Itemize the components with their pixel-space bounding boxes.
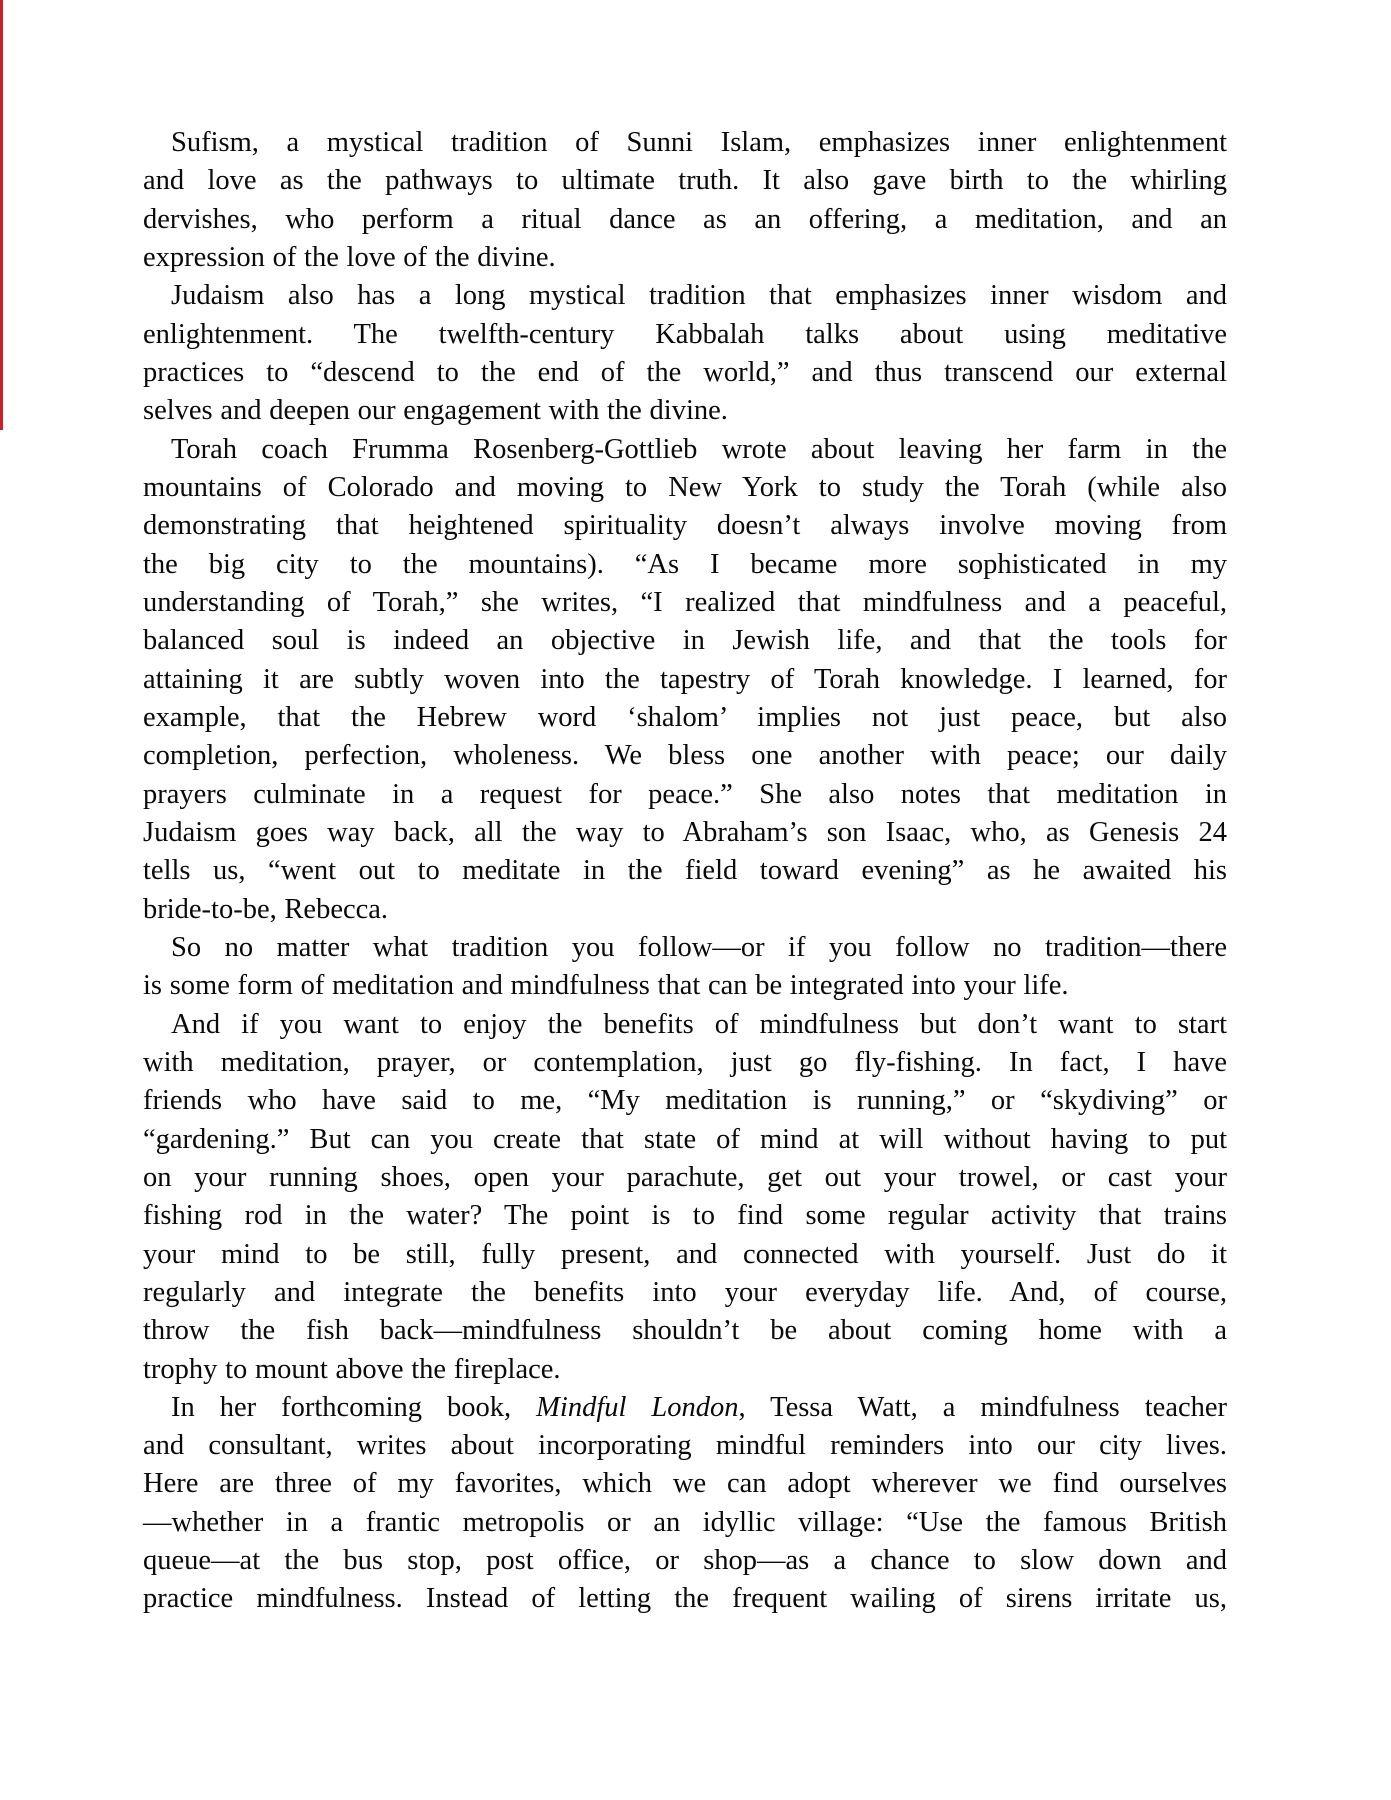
text-line: practice mindfulness. Instead of letting the frequent wailing of sirens irritate us, <box>143 1583 1227 1615</box>
text-line: —whether in a frantic metropolis or an idyllic village: “Use the famous British <box>143 1506 1227 1538</box>
paragraph <box>143 431 1227 929</box>
text-line: trophy to mount above the fireplace. <box>143 1353 561 1385</box>
text-line: queue—at the bus stop, post office, or shop—as a chance to slow down and <box>143 1545 1227 1577</box>
text-line: and love as the pathways to ultimate truth. It also gave birth to the whirling <box>143 165 1227 197</box>
paragraph <box>143 124 1227 277</box>
text-line: Torah coach Frumma Rosenberg-Gottlieb wrote about leaving her farm in the <box>171 433 1227 465</box>
paragraph <box>143 277 1227 430</box>
text-line: throw the fish back—mindfulness shouldn’t be about coming home with a <box>143 1315 1227 1347</box>
text-line: example, that the Hebrew word ‘shalom’ implies not just peace, but also <box>143 701 1227 733</box>
text-line: the big city to the mountains). “As I became more sophisticated in my <box>143 548 1227 580</box>
text-segment: In her forthcoming book, <box>171 1391 537 1423</box>
text-line: balanced soul is indeed an objective in Jewish life, and that the tools for <box>143 625 1227 657</box>
text-line: dervishes, who perform a ritual dance as an offering, a meditation, and an <box>143 203 1227 235</box>
text-line: understanding of Torah,” she writes, “I realized that mindfulness and a peaceful, <box>143 586 1227 618</box>
text-line: prayers culminate in a request for peace.” She also notes that meditation in <box>143 778 1227 810</box>
text-line: “gardening.” But can you create that state of mind at will without having to put <box>143 1123 1227 1155</box>
page-text-block <box>143 124 1227 1619</box>
text-line: practices to “descend to the end of the world,” and thus transcend our external <box>143 356 1227 388</box>
left-edge-red-bar <box>0 0 3 430</box>
text-line: And if you want to enjoy the benefits of mindfulness but don’t want to start <box>171 1008 1227 1040</box>
text-line: attaining it are subtly woven into the tapestry of Torah knowledge. I learned, for <box>143 663 1227 695</box>
text-line <box>143 1389 1227 1427</box>
text-line: bride-to-be, Rebecca. <box>143 893 389 925</box>
italic-book-title: Mindful London <box>536 1391 739 1423</box>
text-line: regularly and integrate the benefits into your everyday life. And, of course, <box>143 1276 1227 1308</box>
text-line: selves and deepen our engagement with the divine. <box>143 395 728 427</box>
paragraph <box>143 1389 1227 1619</box>
paragraph <box>143 929 1227 1006</box>
text-line: So no matter what tradition you follow—or if you follow no tradition—there <box>171 931 1227 963</box>
text-line: demonstrating that heightened spirituality doesn’t always involve moving from <box>143 510 1227 542</box>
text-line: completion, perfection, wholeness. We bless one another with peace; our daily <box>143 740 1227 772</box>
text-line: with meditation, prayer, or contemplation, just go fly-fishing. In fact, I have <box>143 1046 1227 1078</box>
text-line: fishing rod in the water? The point is to find some regular activity that trains <box>143 1200 1227 1232</box>
paragraph <box>143 1006 1227 1389</box>
text-line: Here are three of my favorites, which we can adopt wherever we find ourselves <box>143 1468 1227 1500</box>
text-line: expression of the love of the divine. <box>143 241 556 273</box>
text-line: is some form of meditation and mindfulness that can be integrated into your life. <box>143 970 1069 1002</box>
text-segment: , Tessa Watt, a mindfulness teacher <box>738 1391 1228 1423</box>
text-line: tells us, “went out to meditate in the field toward evening” as he awaited his <box>143 855 1227 887</box>
text-line: your mind to be still, fully present, and connected with yourself. Just do it <box>143 1238 1227 1270</box>
text-line: Sufism, a mystical tradition of Sunni Islam, emphasizes inner enlightenment <box>171 127 1227 158</box>
text-line: mountains of Colorado and moving to New York to study the Torah (while also <box>143 471 1227 503</box>
text-line: enlightenment. The twelfth-century Kabbalah talks about using meditative <box>143 318 1227 350</box>
text-line: friends who have said to me, “My meditation is running,” or “skydiving” or <box>143 1085 1227 1117</box>
text-line: and consultant, writes about incorporating mindful reminders into our city lives. <box>143 1430 1227 1462</box>
text-line: on your running shoes, open your parachute, get out your trowel, or cast your <box>143 1161 1227 1193</box>
text-line: Judaism also has a long mystical tradition that emphasizes inner wisdom and <box>171 280 1227 312</box>
text-line: Judaism goes way back, all the way to Abraham’s son Isaac, who, as Genesis 24 <box>143 816 1227 848</box>
